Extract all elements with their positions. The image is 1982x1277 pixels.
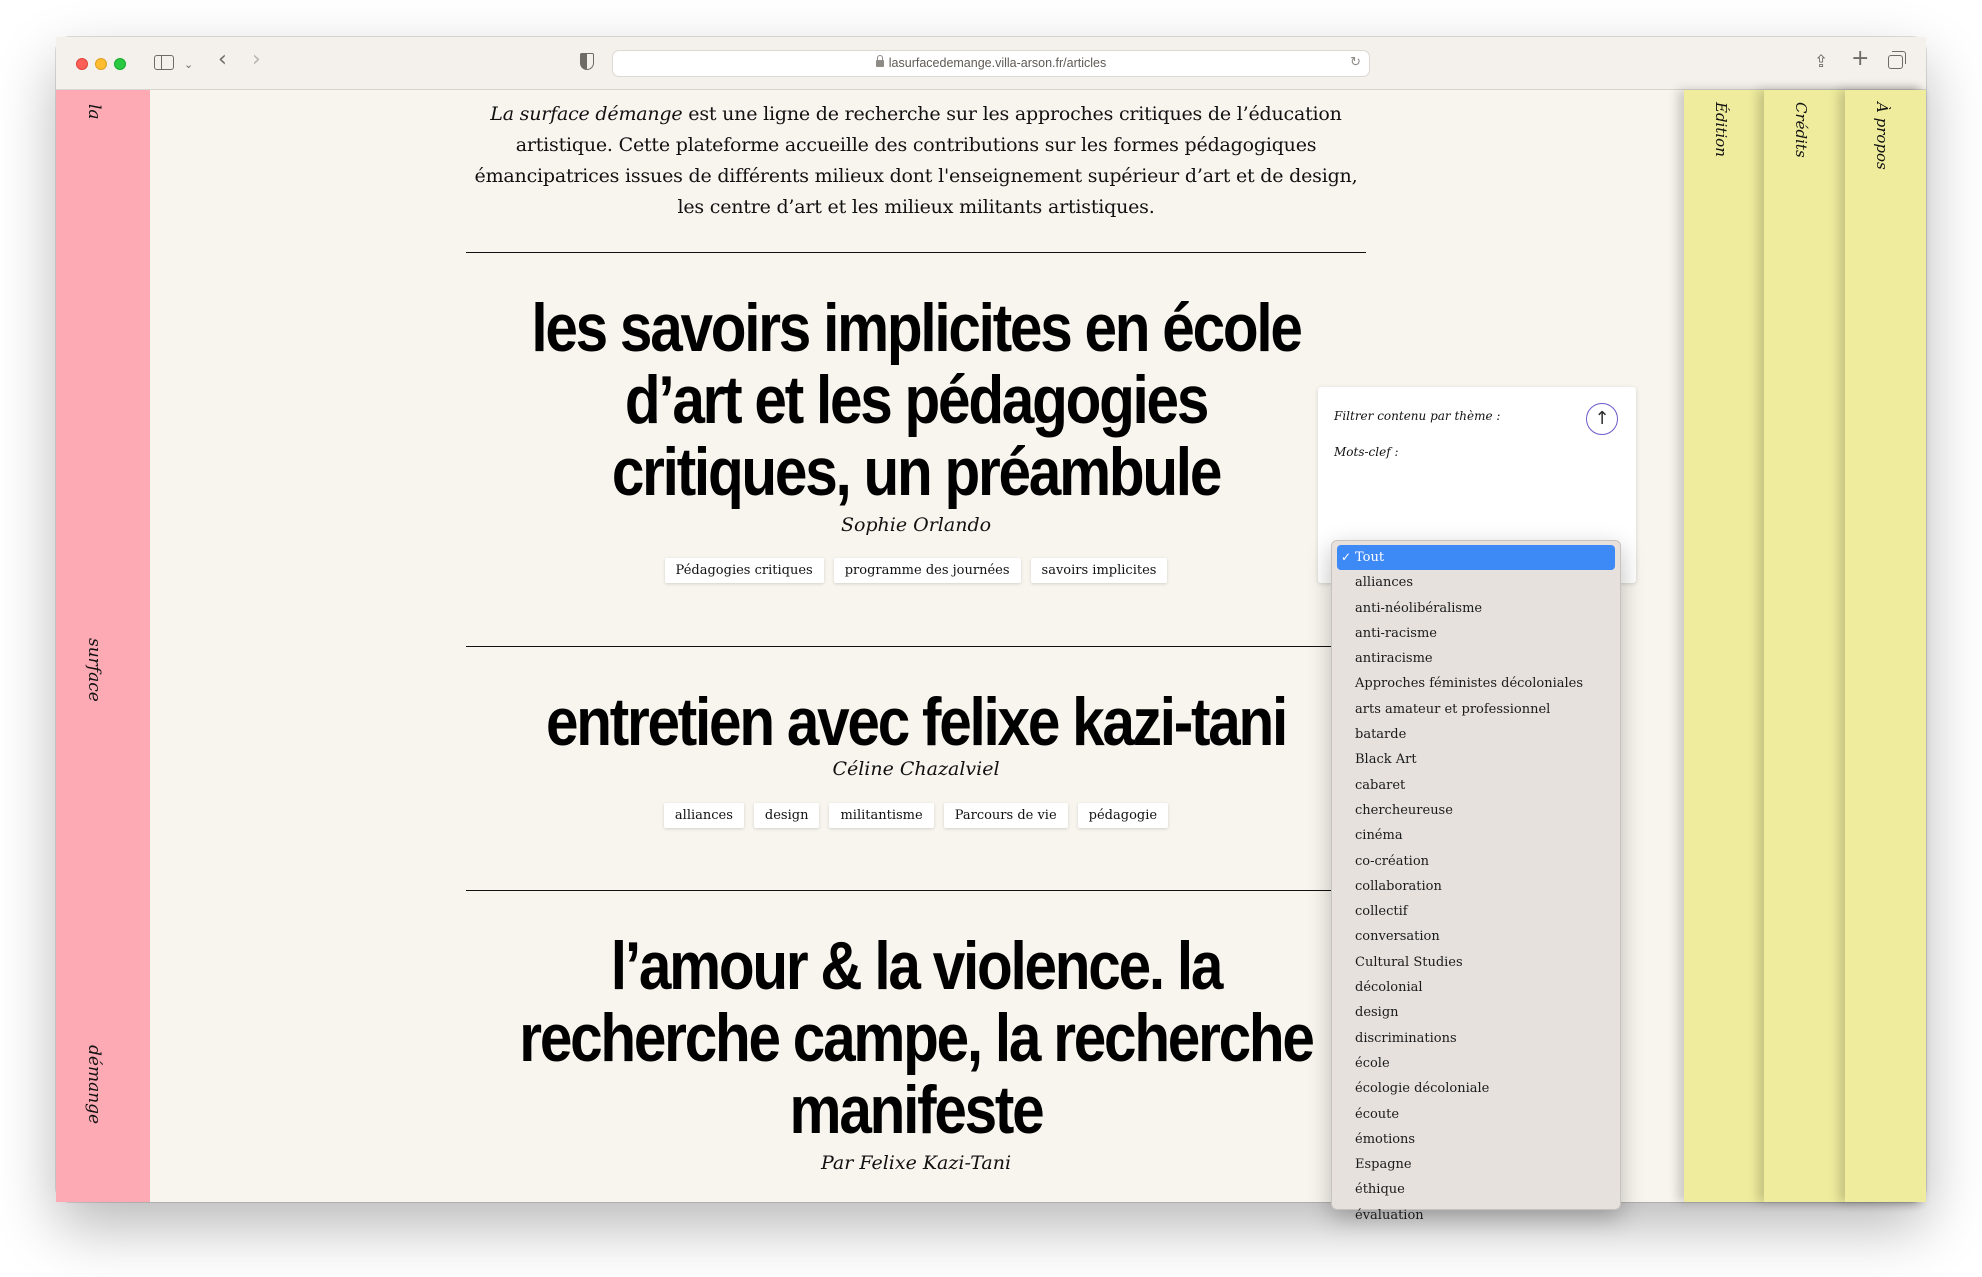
forward-button-icon[interactable]: › (252, 47, 261, 72)
dropdown-option[interactable]: alliances (1355, 575, 1413, 591)
tag[interactable]: pédagogie (1078, 803, 1168, 828)
dropdown-option[interactable]: Black Art (1355, 752, 1417, 768)
tag[interactable]: Parcours de vie (944, 803, 1068, 828)
tag[interactable]: savoirs implicites (1031, 558, 1168, 583)
dropdown-option[interactable]: décolonial (1355, 980, 1423, 996)
dropdown-option[interactable]: collectif (1355, 904, 1408, 920)
tab-a-propos-label: À propos (1873, 102, 1891, 170)
article-tags-2 (466, 803, 1366, 828)
dropdown-option[interactable]: antiracisme (1355, 651, 1433, 667)
intro-title: La surface démange (490, 103, 683, 125)
article-author-2: Céline Chazalviel (832, 758, 1000, 780)
dropdown-option[interactable]: cabaret (1355, 777, 1406, 793)
filter-label: Filtrer contenu par thème : (1334, 409, 1501, 423)
checkmark-icon: ✓ (1341, 550, 1352, 564)
tab-a-propos[interactable] (1845, 90, 1926, 1202)
article-tags-1 (466, 558, 1366, 583)
divider (466, 890, 1366, 891)
dropdown-option[interactable]: école (1355, 1055, 1390, 1071)
dropdown-option[interactable]: écologie décoloniale (1355, 1081, 1490, 1097)
intro-text: est une ligne de recherche sur les approches critiques de l’éducation artistique. Cette plateforme accueille des contributions sur les formes pédagogiques émancipatrices issues de différents milieux dont l'enseignement supérieur d’art et de design, les centre d’art et les milieux militants artistiques. (474, 103, 1358, 218)
logo-word-demange: démange (84, 1045, 104, 1125)
dropdown-option[interactable]: Cultural Studies (1355, 954, 1463, 970)
tab-overview-icon[interactable] (1888, 55, 1903, 69)
dropdown-option-tout[interactable] (1337, 545, 1615, 570)
main-content (466, 90, 1366, 1174)
tab-credits-label: Crédits (1792, 102, 1810, 158)
zoom-window-button[interactable] (114, 58, 126, 70)
dropdown-option[interactable]: Espagne (1355, 1157, 1412, 1173)
site-logo-band[interactable] (56, 90, 150, 1202)
chevron-down-icon[interactable]: ⌄ (184, 58, 194, 71)
dropdown-option[interactable]: arts amateur et professionnel (1355, 701, 1551, 717)
dropdown-option[interactable]: écoute (1355, 1106, 1400, 1122)
dropdown-option[interactable]: collaboration (1355, 878, 1442, 894)
article-author-3: Par Felixe Kazi-Tani (820, 1152, 1012, 1174)
keywords-dropdown-menu[interactable] (1331, 540, 1621, 1223)
address-bar[interactable] (612, 50, 1370, 77)
divider (466, 252, 1366, 253)
dropdown-option[interactable]: discriminations (1355, 1030, 1457, 1046)
arrow-up-icon: ↑ (1594, 408, 1610, 429)
dropdown-option[interactable]: évaluation (1355, 1207, 1424, 1223)
dropdown-option[interactable]: Approches féministes décoloniales (1355, 676, 1584, 692)
tag[interactable]: militantisme (829, 803, 933, 828)
tab-edition-label: Édition (1712, 102, 1730, 157)
tag[interactable]: design (754, 803, 820, 828)
sidebar-toggle-icon[interactable] (154, 55, 174, 70)
dropdown-option[interactable]: conversation (1355, 929, 1440, 945)
dropdown-option[interactable]: co-création (1355, 853, 1430, 869)
reload-icon[interactable]: ↻ (1350, 55, 1361, 70)
lock-icon (876, 60, 884, 67)
tag[interactable]: Pédagogies critiques (665, 558, 824, 583)
url-text: lasurfacedemange.villa-arson.fr/articles (888, 56, 1107, 70)
browser-window (56, 37, 1926, 1223)
tag[interactable]: programme des journées (834, 558, 1021, 583)
dropdown-option[interactable]: cinéma (1355, 828, 1403, 844)
divider (466, 646, 1366, 647)
url-display (613, 56, 1369, 70)
logo-word-la: la (84, 104, 104, 120)
minimize-window-button[interactable] (95, 58, 107, 70)
article-title-1[interactable]: les savoirs implicites en école d’art et les pédagogies critiques, un préambule (531, 290, 1301, 510)
logo-word-surface: surface (84, 638, 104, 702)
scroll-to-top-button[interactable] (1586, 403, 1618, 435)
intro-paragraph (466, 90, 1366, 223)
article-title-2[interactable]: entretien avec felixe kazi-tani (545, 684, 1287, 760)
article-author-1: Sophie Orlando (840, 514, 992, 536)
dropdown-option[interactable]: design (1355, 1005, 1399, 1021)
privacy-shield-icon[interactable] (580, 53, 594, 70)
tag[interactable]: alliances (664, 803, 744, 828)
close-window-button[interactable] (76, 58, 88, 70)
dropdown-option[interactable]: anti-racisme (1355, 625, 1437, 641)
option-label: Tout (1355, 550, 1385, 565)
back-button-icon[interactable]: ‹ (218, 47, 227, 72)
dropdown-option[interactable]: émotions (1355, 1131, 1416, 1147)
dropdown-option[interactable]: batarde (1355, 727, 1407, 743)
page-viewport (56, 90, 1926, 1223)
dropdown-option[interactable]: anti-néolibéralisme (1355, 600, 1483, 616)
browser-toolbar (56, 37, 1926, 90)
new-tab-icon[interactable]: + (1851, 46, 1870, 71)
article-title-3[interactable]: l’amour & la violence. la recherche campe, la recherche manifeste (519, 928, 1313, 1148)
dropdown-option[interactable]: éthique (1355, 1182, 1405, 1198)
dropdown-option[interactable]: chercheureuse (1355, 802, 1453, 818)
keywords-label: Mots-clef : (1334, 445, 1399, 459)
share-icon[interactable]: ⇪ (1814, 52, 1829, 72)
